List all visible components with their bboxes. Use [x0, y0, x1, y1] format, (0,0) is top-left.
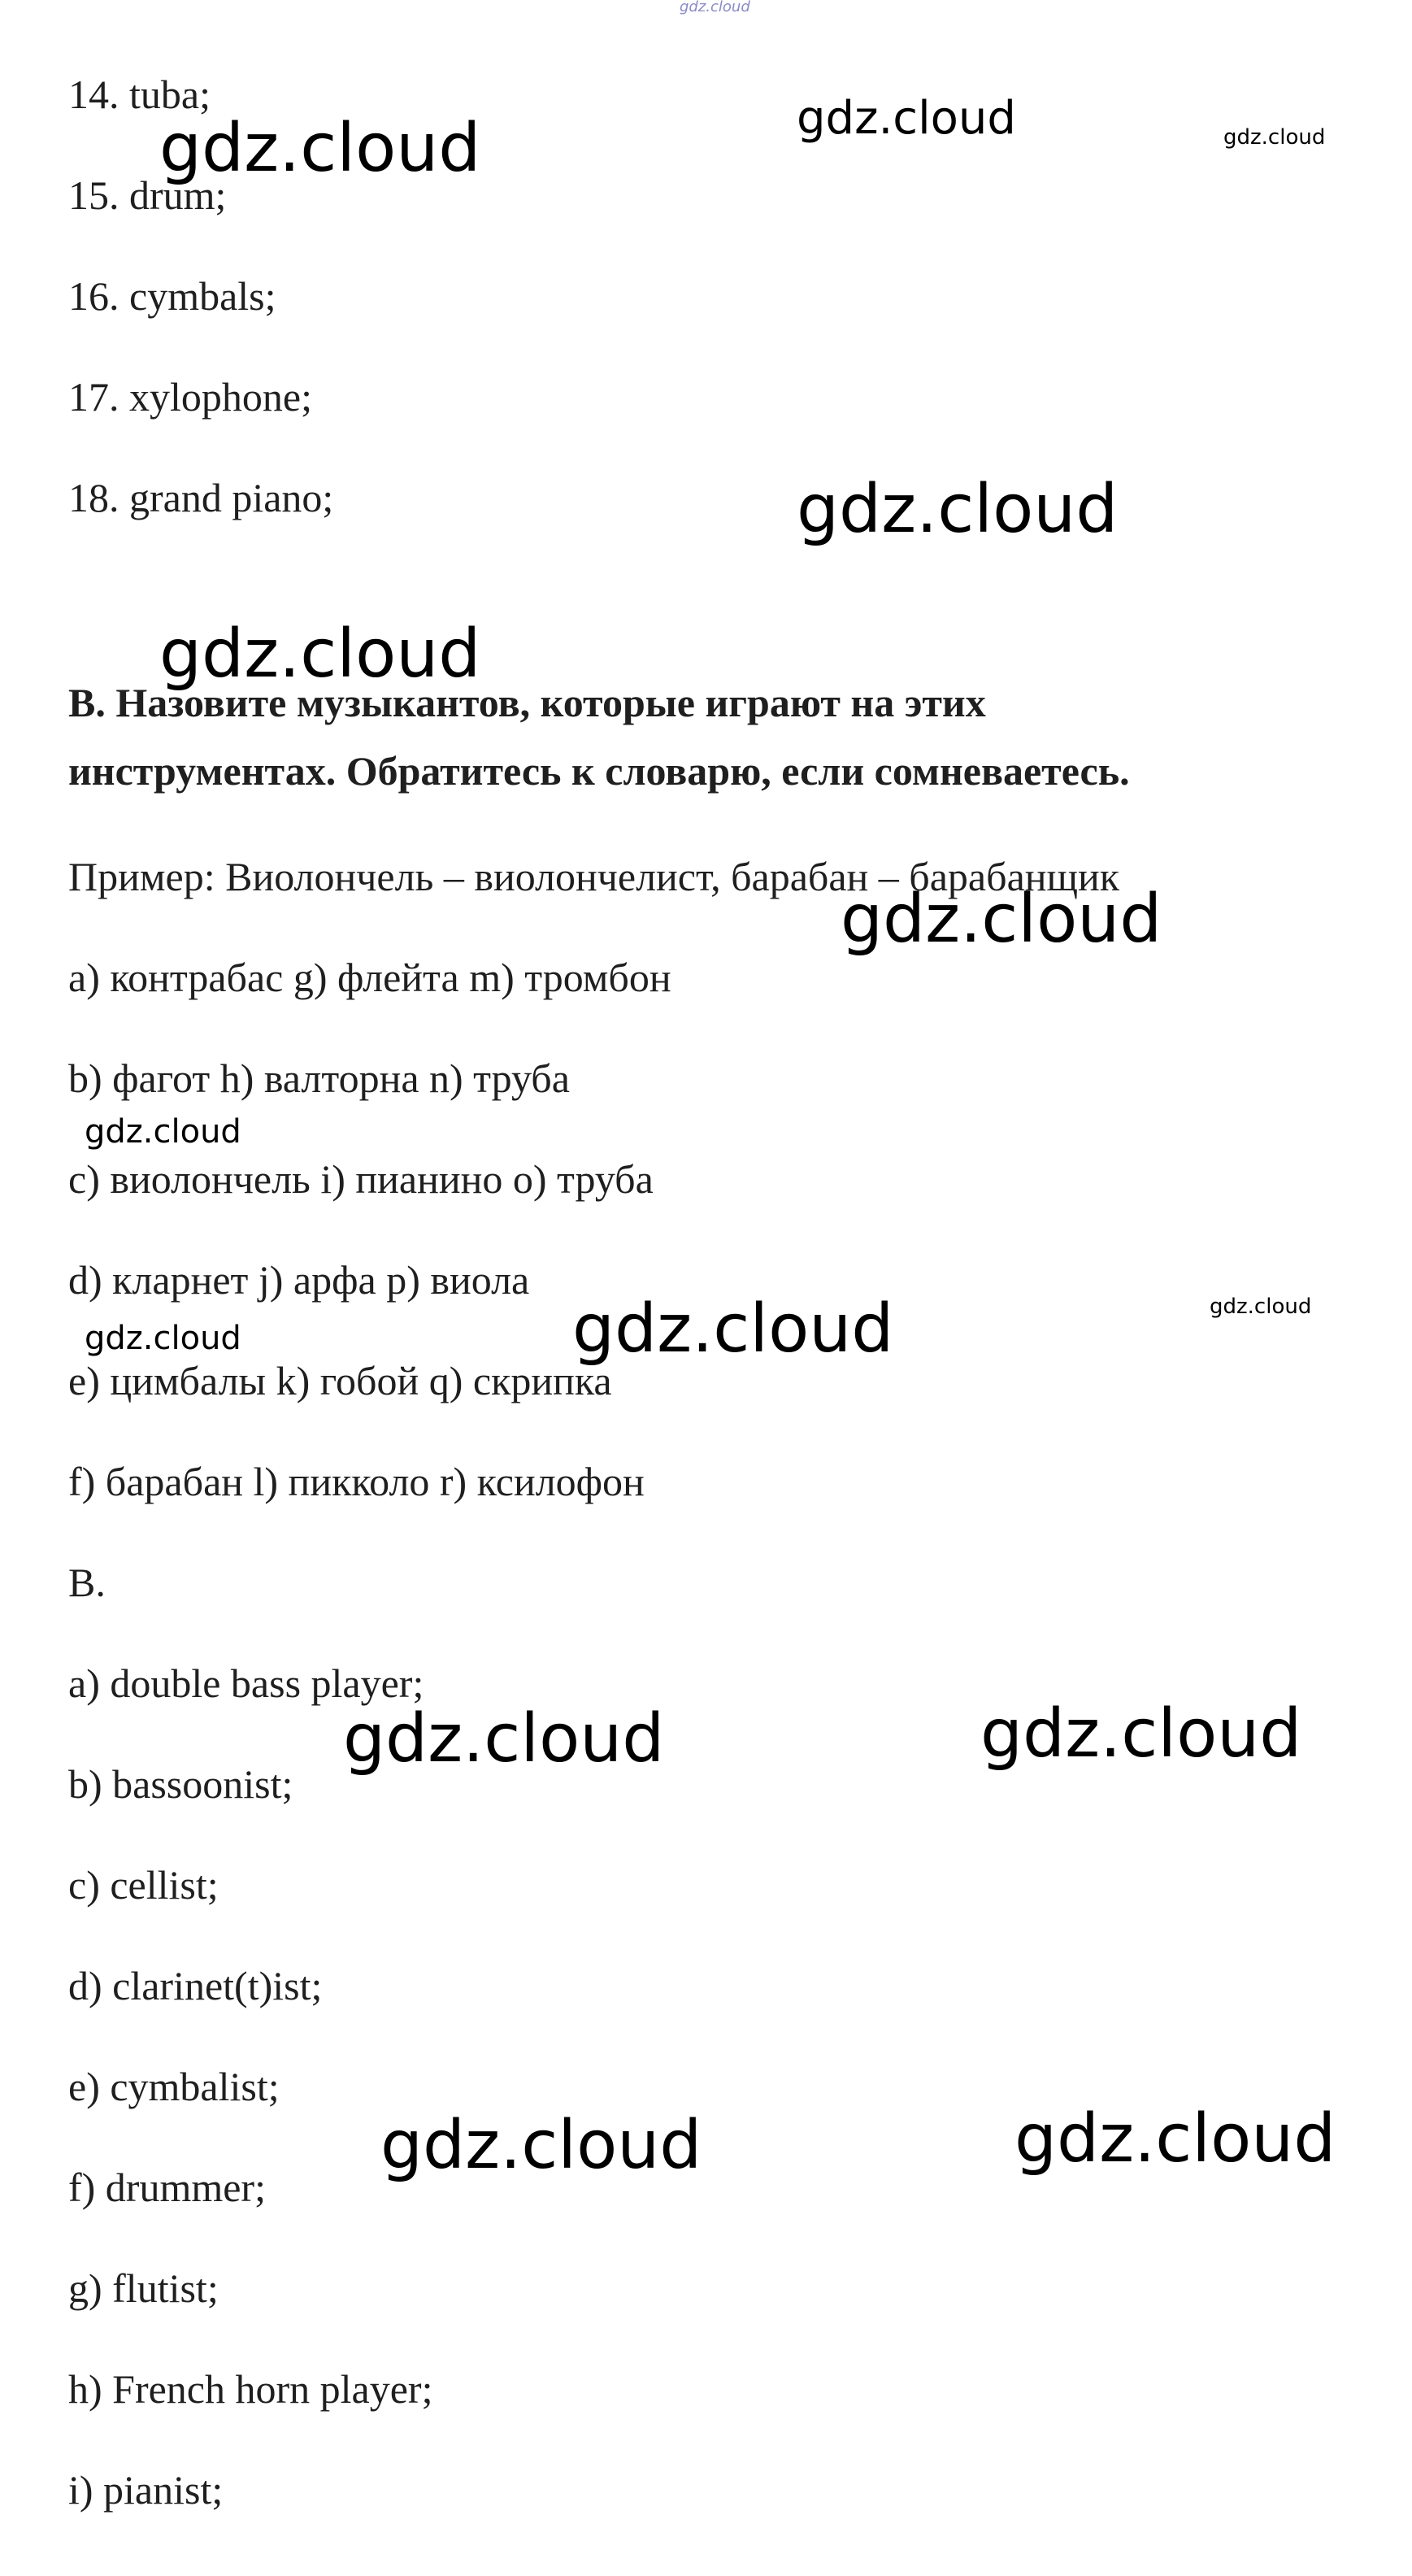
instrument-row: a) контрабас g) флейта m) тромбон: [68, 955, 671, 1000]
watermark: gdz.cloud: [1014, 2100, 1336, 2178]
example-text: Пример: Виолончель – виолончелист, барабан – барабанщик: [68, 854, 1120, 899]
instrument-row: f) барабан l) пикколо r) ксилофон: [68, 1459, 645, 1504]
watermark: gdz.cloud: [572, 1290, 894, 1368]
answer-item: a) double bass player;: [68, 1660, 424, 1706]
answer-item: c) cellist;: [68, 1862, 219, 1908]
instrument-row: d) кларнет j) арфа p) виола: [68, 1257, 530, 1303]
answer-item: g) flutist;: [68, 2265, 219, 2311]
instrument-row: e) цимбалы k) гобой q) скрипка: [68, 1358, 612, 1403]
list-item: 15. drum;: [68, 172, 227, 218]
list-item: 18. grand piano;: [68, 475, 334, 520]
list-item: 16. cymbals;: [68, 273, 276, 319]
watermark: gdz.cloud: [343, 1700, 665, 1778]
watermark: gdz.cloud: [159, 110, 481, 187]
watermark: gdz.cloud: [841, 881, 1162, 958]
watermark: gdz.cloud: [680, 0, 750, 15]
exercise-heading-line-1: B. Назовите музыкантов, которые играют на этих: [68, 680, 986, 725]
answer-item: e) cymbalist;: [68, 2064, 280, 2109]
answer-item: d) clarinet(t)ist;: [68, 1963, 323, 2008]
list-item: 14. tuba;: [68, 72, 211, 117]
watermark: gdz.cloud: [1210, 1295, 1312, 1319]
instrument-row: b) фагот h) валторна n) труба: [68, 1055, 570, 1101]
watermark: gdz.cloud: [85, 1113, 241, 1151]
answers-label: B.: [68, 1560, 106, 1605]
answer-item: h) French horn player;: [68, 2366, 433, 2412]
watermark: gdz.cloud: [159, 616, 481, 693]
watermark: gdz.cloud: [797, 92, 1016, 145]
watermark: gdz.cloud: [980, 1695, 1302, 1773]
answer-item: b) bassoonist;: [68, 1761, 293, 1807]
answer-item: i) pianist;: [68, 2467, 224, 2513]
watermark: gdz.cloud: [380, 2107, 702, 2184]
watermark: gdz.cloud: [85, 1320, 241, 1357]
exercise-heading-line-2: инструментах. Обратитесь к словарю, если сомневаетесь.: [68, 748, 1130, 794]
instrument-row: c) виолончель i) пианино o) труба: [68, 1156, 654, 1202]
watermark: gdz.cloud: [797, 471, 1119, 548]
watermark: gdz.cloud: [1223, 125, 1326, 150]
answer-item: f) drummer;: [68, 2165, 266, 2210]
list-item: 17. xylophone;: [68, 374, 312, 420]
